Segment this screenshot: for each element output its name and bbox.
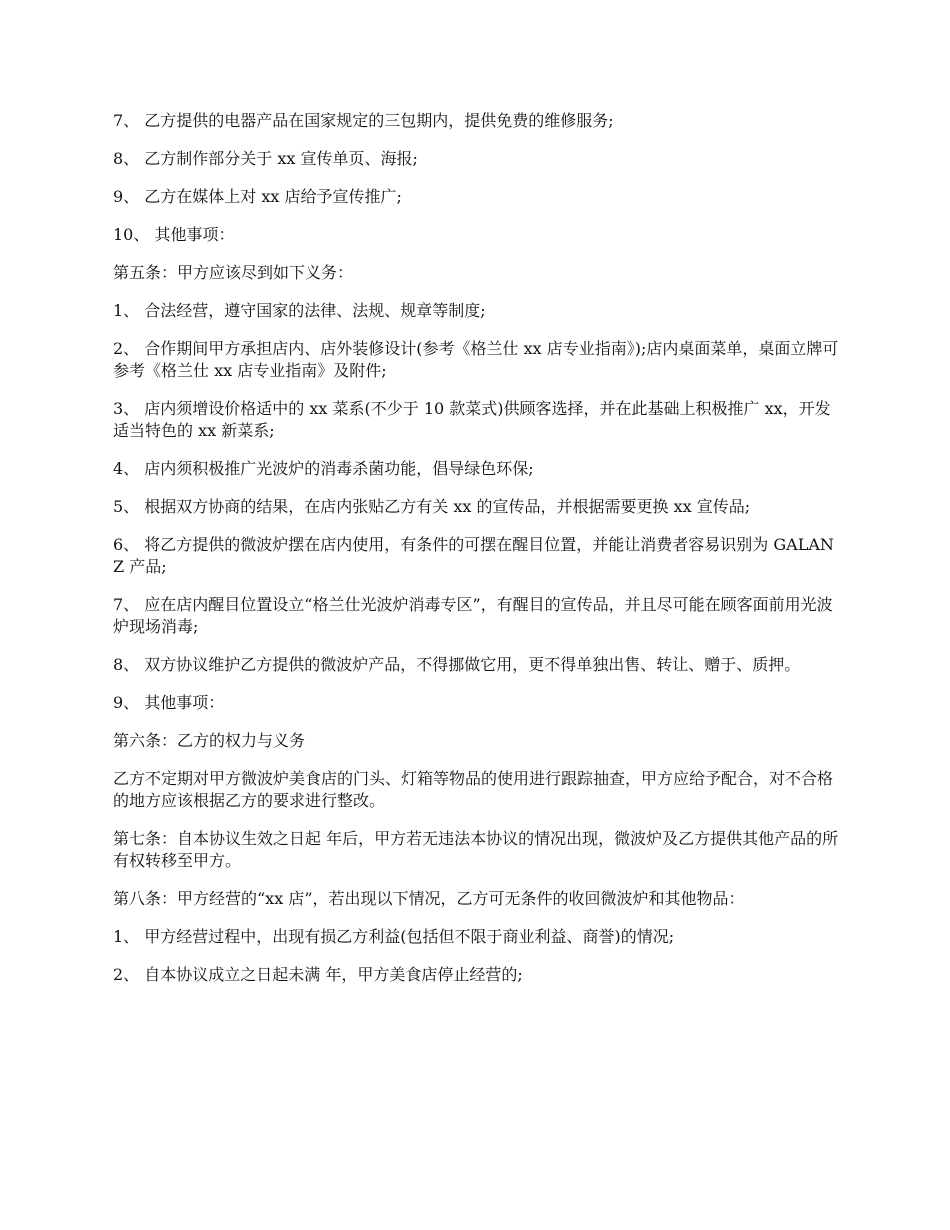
article-5-item-1: 1、 合法经营，遵守国家的法律、法规、规章等制度; bbox=[113, 301, 486, 320]
article-5-heading: 第五条：甲方应该尽到如下义务： bbox=[113, 263, 354, 282]
article-6-body: 乙方不定期对甲方微波炉美食店的门头、灯箱等物品的使用进行跟踪抽查，甲方应给予配合，对不合格的地方应该根据乙方的要求进行整改。 bbox=[113, 769, 834, 810]
article-5-item-7: 7、 应在店内醒目位置设立“格兰仕光波炉消毒专区”，有醒目的宣传品，并且尽可能在顾客面前用光波炉现场消毒; bbox=[113, 595, 833, 636]
article-5-item-5: 5、 根据双方协商的结果，在店内张贴乙方有关 xx 的宣传品，并根据需要更换 xx 宣传品; bbox=[113, 497, 751, 516]
paragraph-item-8-flyers: 8、 乙方制作部分关于 xx 宣传单页、海报; bbox=[113, 149, 418, 168]
article-5-item-8: 8、 双方协议维护乙方提供的微波炉产品，不得挪做它用，更不得单独出售、转让、赠于、质押。 bbox=[113, 655, 801, 674]
paragraph-item-9-media: 9、 乙方在媒体上对 xx 店给予宣传推广; bbox=[113, 187, 402, 206]
article-6-heading: 第六条：乙方的权力与义务 bbox=[113, 731, 306, 750]
article-8-item-2: 2、 自本协议成立之日起未满 年，甲方美食店停止经营的; bbox=[113, 965, 523, 984]
article-8-heading: 第八条：甲方经营的“xx 店”，若出现以下情况，乙方可无条件的收回微波炉和其他物品： bbox=[113, 889, 745, 908]
article-5-item-3: 3、 店内须增设价格适中的 xx 菜系(不少于 10 款菜式)供顾客选择，并在此基础上积极推广 xx，开发适当特色的 xx 新菜系; bbox=[113, 399, 831, 440]
article-5-item-6: 6、 将乙方提供的微波炉摆在店内使用，有条件的可摆在醒目位置，并能让消费者容易识别为 GALANZ 产品; bbox=[113, 535, 834, 576]
article-7-body: 第七条：自本协议生效之日起 年后，甲方若无违法本协议的情况出现，微波炉及乙方提供其他产品的所有权转移至甲方。 bbox=[113, 829, 839, 870]
article-5-item-4: 4、 店内须积极推广光波炉的消毒杀菌功能，倡导绿色环保; bbox=[113, 459, 534, 478]
article-5-item-9: 9、 其他事项： bbox=[113, 693, 225, 712]
article-5-item-2: 2、 合作期间甲方承担店内、店外装修设计(参考《格兰仕 xx 店专业指南》);店内桌面菜单，桌面立牌可参考《格兰仕 xx 店专业指南》及附件; bbox=[113, 339, 839, 380]
paragraph-item-7-warranty: 7、 乙方提供的电器产品在国家规定的三包期内，提供免费的维修服务; bbox=[113, 111, 614, 130]
article-8-item-1: 1、 甲方经营过程中，出现有损乙方利益(包括但不限于商业利益、商誉)的情况; bbox=[113, 927, 675, 946]
paragraph-item-10-other: 10、 其他事项： bbox=[113, 225, 235, 244]
document-body bbox=[113, 110, 843, 1002]
